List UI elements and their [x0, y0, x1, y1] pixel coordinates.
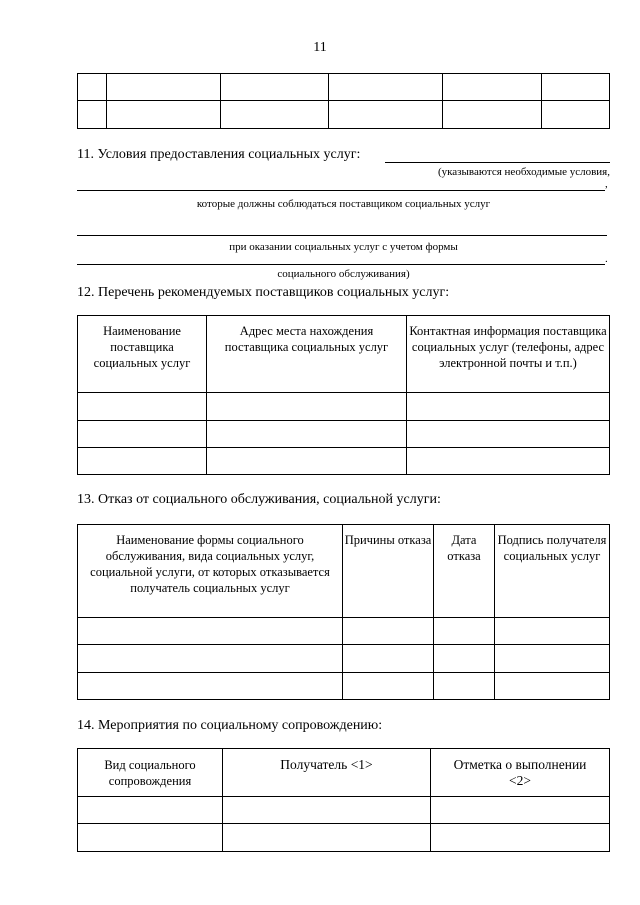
table-cell — [329, 74, 443, 101]
fill-line — [77, 190, 605, 191]
table-cell — [207, 421, 407, 448]
table-cell — [78, 618, 343, 645]
table-header: Отметка о выполнении <2> — [431, 749, 610, 797]
fill-line — [77, 264, 605, 265]
table-cell — [542, 74, 610, 101]
table-cell — [78, 645, 343, 673]
table-header: Наименование формы социального обслуживания, вида социальных услуг, социальной услуги, от которых отказывается получатель социальных услуг — [78, 525, 343, 618]
table-header: Причины отказа — [343, 525, 434, 618]
table-cell — [407, 448, 610, 475]
table-header: Контактная информация поставщика социальных услуг (телефоны, адрес электронной почты и т.п.) — [407, 316, 610, 393]
table-cell — [434, 645, 495, 673]
support-table — [77, 748, 610, 852]
section-11-comma: , — [605, 178, 608, 190]
fill-line — [385, 162, 610, 163]
table-cell — [207, 448, 407, 475]
table-cell — [495, 673, 610, 700]
refusal-table — [77, 524, 610, 700]
table-header: Получатель <1> — [223, 749, 431, 797]
providers-table — [77, 315, 610, 475]
table-cell — [495, 645, 610, 673]
table-cell — [107, 101, 221, 129]
fill-line — [77, 235, 607, 236]
table-header: Наименование поставщика социальных услуг — [78, 316, 207, 393]
table-cell — [78, 393, 207, 421]
section-14-heading: 14. Мероприятия по социальному сопровождению: — [77, 718, 383, 733]
table-cell — [407, 421, 610, 448]
table-cell — [343, 618, 434, 645]
table-cell — [343, 645, 434, 673]
section-11-title: Условия предоставления социальных услуг: — [93, 147, 361, 162]
table-header: Вид социального сопровождения — [78, 749, 223, 797]
table-cell — [78, 421, 207, 448]
table-cell — [207, 393, 407, 421]
section-11-hint-1: (указываются необходимые условия, — [437, 166, 610, 178]
table-cell — [78, 101, 107, 129]
section-11-heading — [77, 147, 360, 163]
table-cell — [223, 797, 431, 824]
table-header: Адрес места нахождения поставщика социальных услуг — [207, 316, 407, 393]
table-cell — [78, 448, 207, 475]
table-cell — [431, 824, 610, 852]
table-cell — [431, 797, 610, 824]
table-cell — [221, 101, 329, 129]
table-cell — [107, 74, 221, 101]
table-cell — [434, 618, 495, 645]
table-cell — [221, 74, 329, 101]
section-11-hint-3: при оказании социальных услуг с учетом формы — [229, 241, 458, 253]
section-11-period: . — [605, 253, 608, 265]
table-cell — [495, 618, 610, 645]
table-cell — [223, 824, 431, 852]
table-cell — [443, 101, 542, 129]
section-13-heading: 13. Отказ от социального обслуживания, социальной услуги: — [77, 492, 441, 507]
table-cell — [78, 673, 343, 700]
section-11-number: 11. — [77, 147, 94, 162]
table-header: Дата отказа — [434, 525, 495, 618]
table-cell — [343, 673, 434, 700]
table-header: Подпись получателя социальных услуг — [495, 525, 610, 618]
section-12-heading: 12. Перечень рекомендуемых поставщиков социальных услуг: — [77, 285, 450, 300]
continuation-table — [77, 73, 610, 129]
table-cell — [78, 797, 223, 824]
table-cell — [329, 101, 443, 129]
table-cell — [542, 101, 610, 129]
table-cell — [443, 74, 542, 101]
section-11-hint-2: которые должны соблюдаться поставщиком социальных услуг — [196, 198, 491, 210]
section-11-hint-4: социального обслуживания) — [277, 268, 410, 280]
table-cell — [434, 673, 495, 700]
table-cell — [78, 824, 223, 852]
table-cell — [407, 393, 610, 421]
table-cell — [78, 74, 107, 101]
page-number: 11 — [313, 40, 327, 55]
